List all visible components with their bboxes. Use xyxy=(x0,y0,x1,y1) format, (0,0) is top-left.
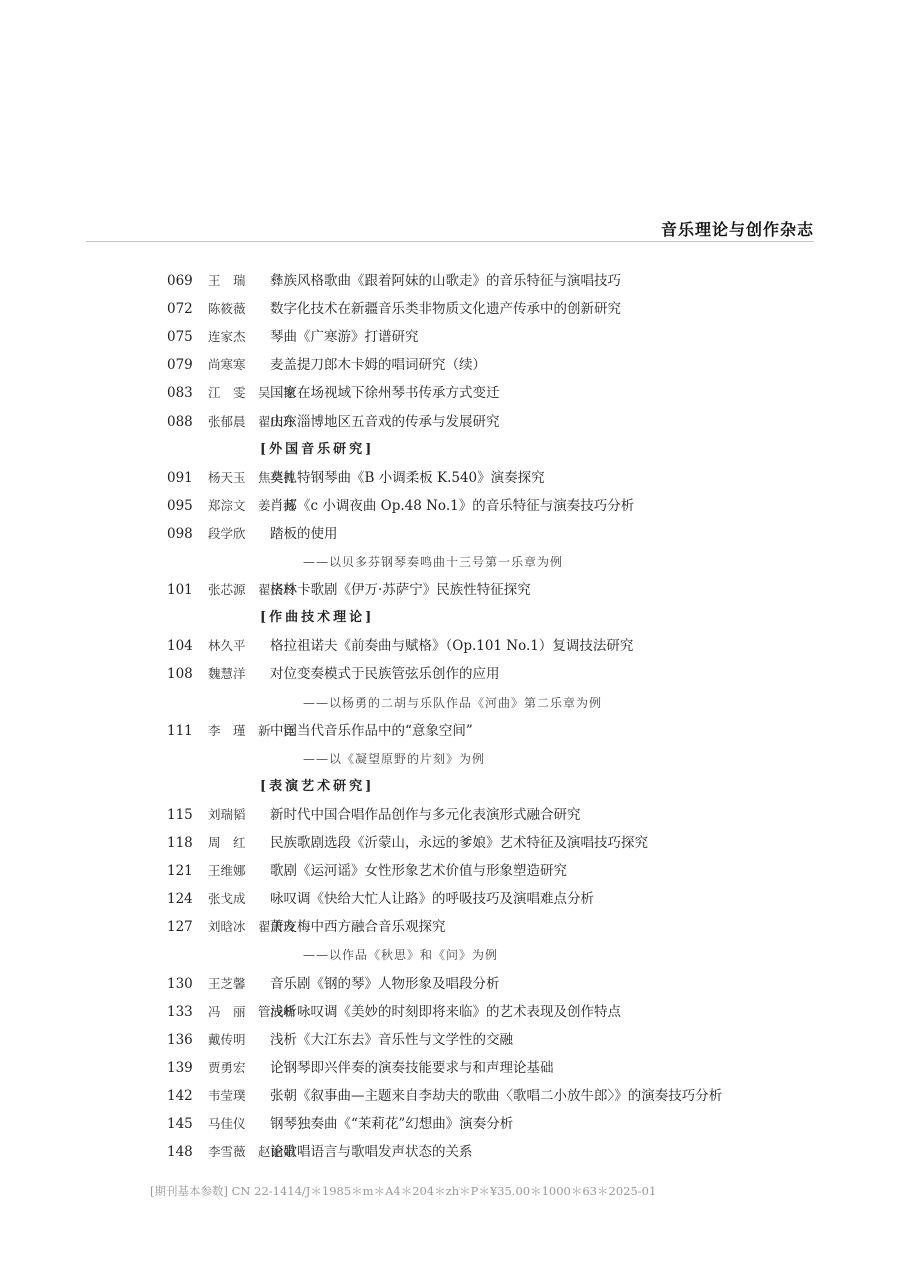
entry-authors: 马佳仪 xyxy=(208,1116,246,1131)
entry-authors: 连家杰 xyxy=(208,329,246,345)
page-number: 148 xyxy=(167,1144,193,1161)
entry-title: 浅析咏叹调《美妙的时刻即将来临》的艺术表现及创作特点 xyxy=(270,1003,621,1020)
entry-title: 数字化技术在新疆音乐类非物质文化遗产传承中的创新研究 xyxy=(270,301,621,318)
page-number: 101 xyxy=(167,582,193,599)
page-number: 133 xyxy=(167,1003,193,1020)
page-number: 083 xyxy=(167,385,193,402)
entry-authors: 江 雯 吴 艳 xyxy=(208,385,296,401)
page-number: 072 xyxy=(167,301,193,318)
page-number: 088 xyxy=(167,413,193,430)
entry-title: 彝族风格歌曲《跟着阿妹的山歌走》的音乐特征与演唱技巧 xyxy=(270,273,621,289)
footer-parameters: [期刊基本参数] CN 22-1414/J＊1985＊m＊A4＊204＊zh＊P＊¥35.00＊1000＊63＊2025-01 xyxy=(150,1184,657,1198)
entry-title: 钢琴独奏曲《“茉莉花”幻想曲》演奏分析 xyxy=(270,1116,514,1132)
entry-authors: 贾勇宏 xyxy=(208,1059,246,1075)
page-number: 142 xyxy=(167,1087,193,1104)
entry-title: 踏板的使用 xyxy=(270,525,338,542)
entry-authors: 杨天玉 焦奕博 xyxy=(208,469,296,485)
page-number: 139 xyxy=(167,1059,193,1076)
entry-subtitle: ——以《凝望原野的片刻》为例 xyxy=(303,751,486,766)
entry-title: 中国当代音乐作品中的“意象空间” xyxy=(270,722,473,739)
journal-title: 音乐理论与创作杂志 xyxy=(660,220,814,239)
entry-authors: 周 红 xyxy=(208,835,246,850)
entry-title: 肖邦《c 小调夜曲 Op.48 No.1》的音乐特征与演奏技巧分析 xyxy=(270,497,635,514)
entry-authors: 陈筱薇 xyxy=(208,301,246,317)
section-heading: [作曲技术理论] xyxy=(260,610,375,626)
entry-authors: 王维娜 xyxy=(208,863,246,879)
entry-title: 麦盖提刀郎木卡姆的唱词研究（续） xyxy=(270,357,486,374)
entry-title: 论歌唱语言与歌唱发声状态的关系 xyxy=(270,1144,473,1161)
entry-title: 民族歌剧选段《沂蒙山，永远的爹娘》艺术特征及演唱技巧探究 xyxy=(270,835,648,851)
page-number: 108 xyxy=(167,666,193,683)
entry-title: 格拉祖诺夫《前奏曲与赋格》（Op.101 No.1）复调技法研究 xyxy=(270,638,634,655)
page-number: 098 xyxy=(167,525,193,542)
page-number: 136 xyxy=(167,1031,193,1048)
page-number: 145 xyxy=(167,1116,193,1132)
entry-title: 音乐剧《钢的琴》人物形象及唱段分析 xyxy=(270,975,500,992)
page-number: 121 xyxy=(167,863,193,880)
entry-authors: 张戈成 xyxy=(208,891,246,907)
entry-authors: 张芯源 翟庆玲 xyxy=(208,582,296,598)
entry-authors: 王 瑞 xyxy=(208,273,246,288)
entry-authors: 王芝馨 xyxy=(208,975,246,991)
section-heading: [外国音乐研究] xyxy=(260,441,375,457)
entry-title: 山东淄博地区五音戏的传承与发展研究 xyxy=(270,413,500,430)
entry-authors: 刘瑞韬 xyxy=(208,806,246,822)
entry-title: 歌剧《运河谣》女性形象艺术价值与形象塑造研究 xyxy=(270,863,567,880)
section-heading: [表演艺术研究] xyxy=(260,778,375,794)
page-number: 095 xyxy=(167,497,193,514)
page-number: 130 xyxy=(167,975,193,992)
entry-authors: 冯 丽 管成峰 xyxy=(208,1003,296,1019)
entry-authors: 段学欣 xyxy=(208,525,246,541)
entry-title: 新时代中国合唱作品创作与多元化表演形式融合研究 xyxy=(270,806,581,823)
entry-authors: 戴传明 xyxy=(208,1031,246,1047)
entry-title: 咏叹调《快给大忙人让路》的呼吸技巧及演唱难点分析 xyxy=(270,891,594,908)
page-number: 075 xyxy=(167,329,193,346)
page-number: 118 xyxy=(167,835,193,851)
entry-authors: 张郁晨 翟庆玲 xyxy=(208,413,296,429)
entry-authors: 韦莹璞 xyxy=(208,1087,246,1103)
entry-authors: 李雪薇 赵丽娟 xyxy=(208,1144,296,1160)
entry-title: 张朝《叙事曲—主题来自李劫夫的歌曲〈歌唱二小放牛郎〉》的演奏技巧分析 xyxy=(270,1087,723,1104)
entry-authors: 尚寒寒 xyxy=(208,357,246,373)
entry-subtitle: ——以杨勇的二胡与乐队作品《河曲》第二乐章为例 xyxy=(303,695,603,710)
entry-title: 萧友梅中西方融合音乐观探究 xyxy=(270,919,446,936)
page-number: 091 xyxy=(167,469,193,486)
entry-subtitle: ——以贝多芬钢琴奏鸣曲十三号第一乐章为例 xyxy=(303,555,564,569)
entry-authors: 李 瑾 新 竞 xyxy=(208,722,296,738)
entry-title: 浅析《大江东去》音乐性与文学性的交融 xyxy=(270,1031,513,1048)
page-number: 127 xyxy=(167,919,193,936)
header-rule xyxy=(86,241,814,242)
page-number: 115 xyxy=(167,806,193,823)
entry-authors: 林久平 xyxy=(208,638,246,654)
entry-title: 国家在场视域下徐州琴书传承方式变迁 xyxy=(270,385,500,402)
entry-authors: 刘晗冰 翟庆玲 xyxy=(208,919,296,935)
entry-title: 格林卡歌剧《伊万·苏萨宁》民族性特征探究 xyxy=(270,582,531,599)
entry-authors: 魏慧洋 xyxy=(208,666,246,682)
page-number: 079 xyxy=(167,357,193,374)
entry-title: 琴曲《广寒游》打谱研究 xyxy=(270,329,419,346)
page-number: 069 xyxy=(167,273,193,289)
entry-title: 对位变奏模式于民族管弦乐创作的应用 xyxy=(270,666,500,683)
page-number: 124 xyxy=(167,891,193,908)
page-number: 104 xyxy=(167,638,193,655)
entry-title: 莫扎特钢琴曲《B 小调柔板 K.540》演奏探究 xyxy=(270,469,545,486)
entry-subtitle: ——以作品《秋思》和《问》为例 xyxy=(303,948,499,963)
entry-authors: 郑淙文 姜 薇 xyxy=(208,497,296,513)
page-number: 111 xyxy=(167,722,193,739)
entry-title: 论钢琴即兴伴奏的演奏技能要求与和声理论基础 xyxy=(270,1059,554,1076)
